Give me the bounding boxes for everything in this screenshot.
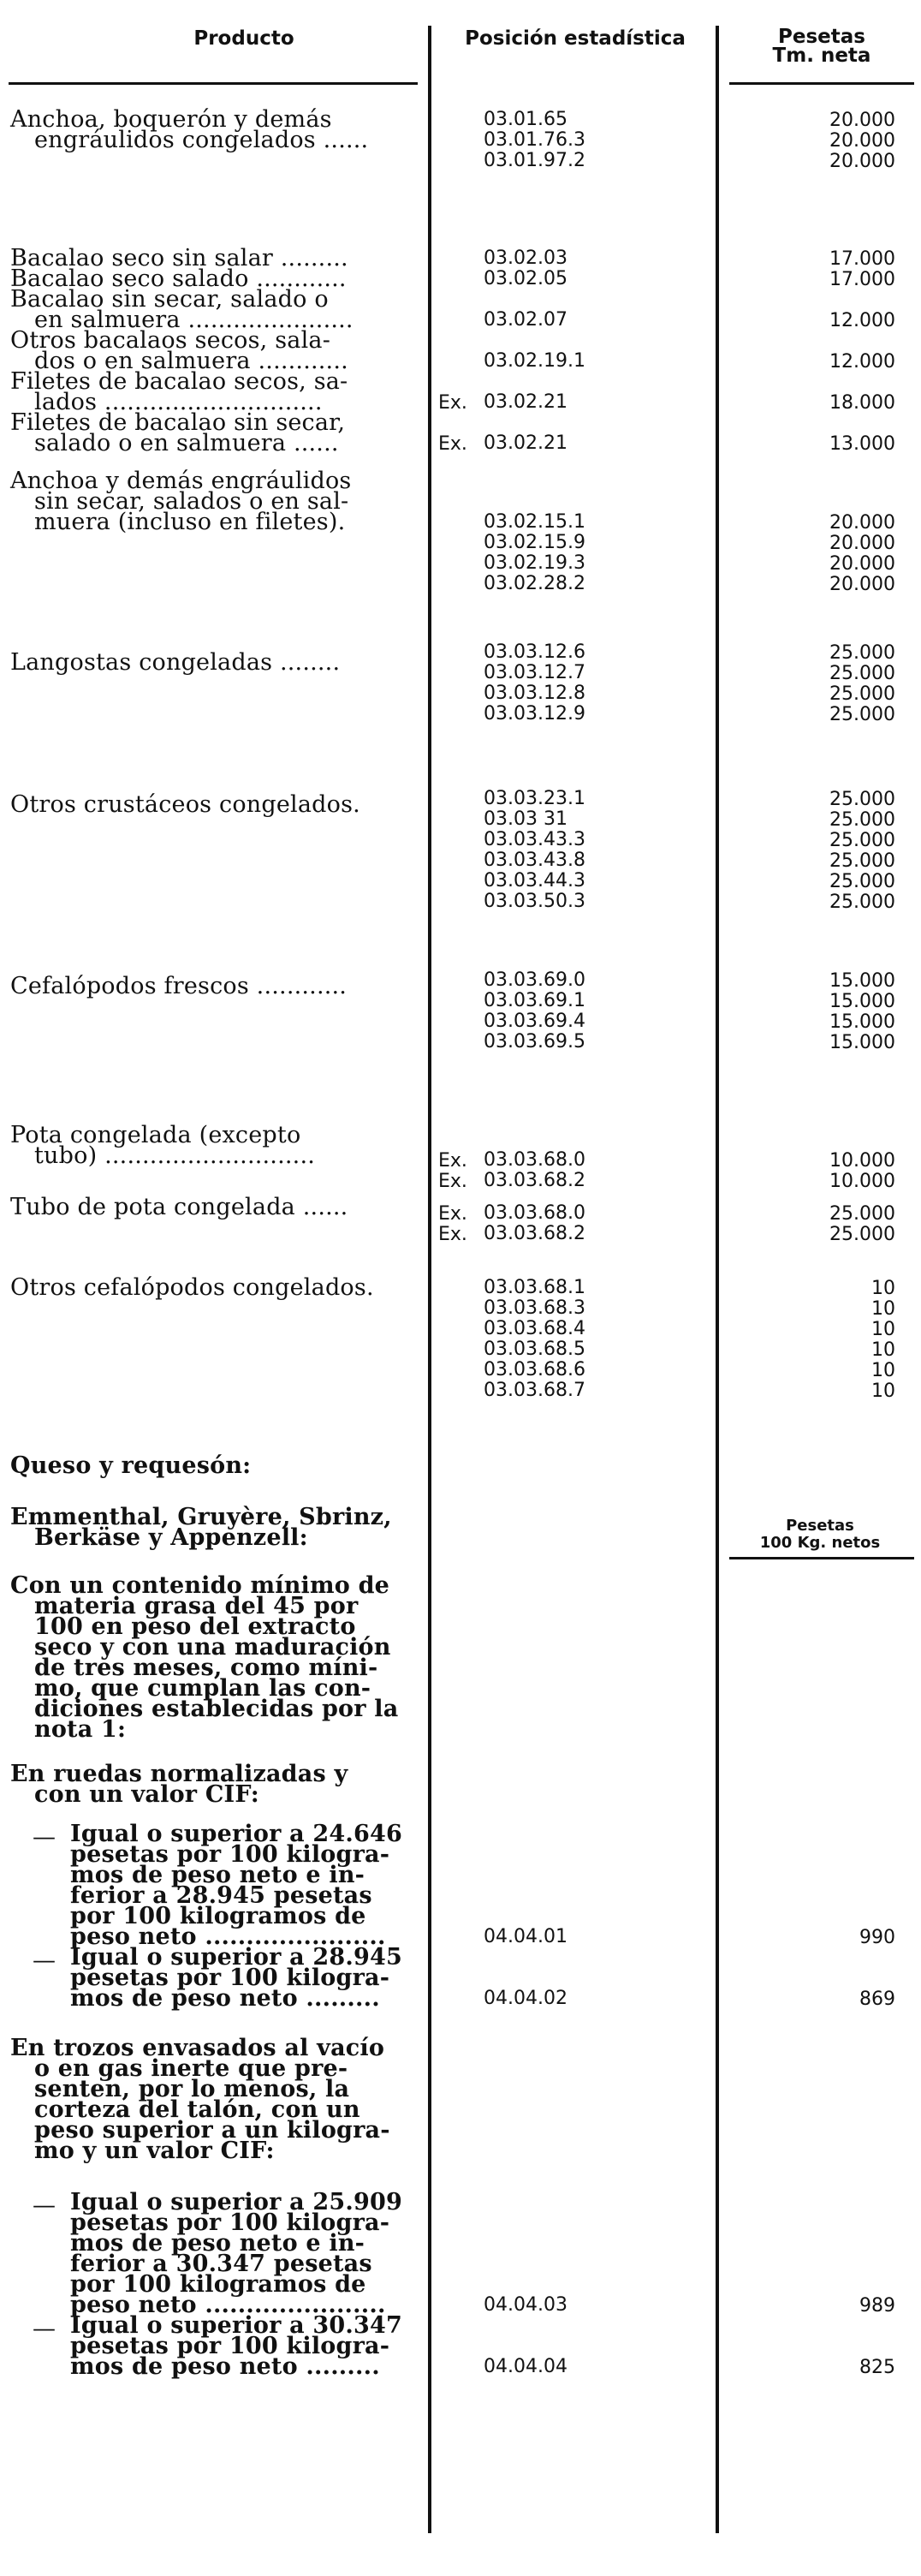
statistical-position: 04.04.01 xyxy=(484,1926,567,1947)
product-description-line: Otros bacalaos secos, sala- xyxy=(10,327,331,354)
ex-prefix: Ex. xyxy=(438,1224,467,1246)
product-description-line: Langostas congeladas ........ xyxy=(10,649,341,676)
statistical-position: 03.03.69.4 xyxy=(484,1010,585,1032)
product-description-line: Otros crustáceos congelados. xyxy=(10,791,360,818)
subheader-line2: 100 Kg. netos xyxy=(759,1534,881,1552)
product-description-line: engráulidos congelados ...... xyxy=(34,127,369,153)
statistical-position: 03.02.21 xyxy=(484,432,567,454)
product-description-line: pesetas por 100 kilogra- xyxy=(70,1965,390,1991)
header-rule-pesetas xyxy=(729,82,914,85)
product-description-line: Anchoa, boquerón y demás xyxy=(10,106,332,133)
header-posicion: Posición estadística xyxy=(465,27,686,50)
price-value: 25.000 xyxy=(829,1203,895,1225)
product-description-line: Igual o superior a 30.347 xyxy=(70,2312,402,2339)
statistical-position: 03.02.05 xyxy=(484,268,567,289)
product-description-line: tubo) ............................ xyxy=(34,1142,316,1169)
statistical-position: 03.03.12.9 xyxy=(484,703,585,724)
statistical-position: 03.02.19.3 xyxy=(484,552,585,574)
product-description-line: Anchoa y demás engráulidos xyxy=(10,468,352,494)
statistical-position: 03.03.68.0 xyxy=(484,1202,585,1225)
statistical-position: 03.01.76.3 xyxy=(484,129,585,151)
product-description-line: Tubo de pota congelada ...... xyxy=(10,1194,348,1220)
statistical-position: 03.03.69.5 xyxy=(484,1030,585,1052)
price-value: 17.000 xyxy=(829,248,895,270)
price-value: 989 xyxy=(859,2295,895,2317)
product-description-line: peso superior a un kilogra- xyxy=(34,2117,390,2144)
product-description-line: Con un contenido mínimo de xyxy=(10,1572,390,1599)
statistical-position: 03.03.43.8 xyxy=(484,849,585,871)
product-description-line: pesetas por 100 kilogra- xyxy=(70,1841,390,1868)
product-description-line: Bacalao sin secar, salado o xyxy=(10,286,329,313)
price-value: 20.000 xyxy=(829,151,895,172)
header-pesetas-line2: Tm. neta xyxy=(772,45,871,67)
statistical-position: 03.03.68.4 xyxy=(484,1318,585,1339)
price-value: 10 xyxy=(871,1278,895,1299)
statistical-position: 03.03.68.6 xyxy=(484,1359,585,1380)
ex-prefix: Ex. xyxy=(438,1149,467,1172)
product-description-line: por 100 kilogramos de xyxy=(70,1903,366,1929)
statistical-position: 03.03.12.7 xyxy=(484,662,585,683)
dash-bullet: — xyxy=(33,1947,56,1974)
price-value: 10.000 xyxy=(829,1149,895,1172)
subheader-line1: Pesetas xyxy=(786,1517,854,1535)
product-description-line: mo, que cumplan las con- xyxy=(34,1675,371,1702)
statistical-position: 03.03.69.1 xyxy=(484,989,585,1011)
price-value: 20.000 xyxy=(829,130,895,152)
header-producto: Producto xyxy=(193,27,294,50)
price-value: 20.000 xyxy=(829,553,895,575)
product-description-line: de tres meses, como míni- xyxy=(34,1655,378,1681)
price-value: 25.000 xyxy=(829,788,895,810)
price-value: 25.000 xyxy=(829,642,895,664)
product-description-line: en salmuera ...................... xyxy=(34,307,354,333)
price-value: 20.000 xyxy=(829,110,895,131)
statistical-position: 03.03.68.7 xyxy=(484,1380,585,1401)
statistical-position: 03.03.68.5 xyxy=(484,1339,585,1360)
statistical-position: 03.02.07 xyxy=(484,309,567,331)
product-description-line: pesetas por 100 kilogra- xyxy=(70,2333,390,2359)
subheader-pesetas-100kg xyxy=(726,1518,914,1552)
product-description-line: mos de peso neto ......... xyxy=(70,1985,380,2012)
product-description-line: Filetes de bacalao sin secar, xyxy=(10,409,346,436)
ex-prefix: Ex. xyxy=(438,1170,467,1192)
ex-prefix: Ex. xyxy=(438,392,467,414)
statistical-position: 04.04.04 xyxy=(484,2356,567,2377)
statistical-position: 03.03.68.3 xyxy=(484,1297,585,1319)
statistical-position: 03.03.44.3 xyxy=(484,869,585,891)
price-value: 25.000 xyxy=(829,1224,895,1246)
statistical-position: 03.02.21 xyxy=(484,391,567,413)
header-rule-producto xyxy=(9,82,418,85)
product-description-line: ferior a 30.347 pesetas xyxy=(70,2251,372,2277)
statistical-position: 03.03.68.2 xyxy=(484,1169,585,1191)
product-description-line: Queso y requesón: xyxy=(10,1452,252,1479)
ex-prefix: Ex. xyxy=(438,1203,467,1225)
price-value: 10 xyxy=(871,1360,895,1381)
product-description-line: dos o en salmuera ............ xyxy=(34,348,348,374)
dash-bullet: — xyxy=(33,1824,56,1851)
statistical-position: 03.02.03 xyxy=(484,247,567,269)
product-description-line: corteza del talón, con un xyxy=(34,2096,360,2123)
price-value: 25.000 xyxy=(829,850,895,872)
price-value: 15.000 xyxy=(829,1031,895,1053)
product-description-line: por 100 kilogramos de xyxy=(70,2271,366,2298)
product-description-line: muera (incluso en filetes). xyxy=(34,509,346,535)
dash-bullet: — xyxy=(33,2316,56,2342)
price-value: 25.000 xyxy=(829,829,895,851)
statistical-position: 03.03.12.8 xyxy=(484,683,585,704)
product-description-line: mos de peso neto e in- xyxy=(70,1862,365,1888)
price-value: 10.000 xyxy=(829,1170,895,1192)
product-description-line: peso neto ...................... xyxy=(70,1923,386,1950)
statistical-position: 04.04.03 xyxy=(484,2294,567,2316)
statistical-position: 03.02.15.9 xyxy=(484,532,585,553)
product-description-line: pesetas por 100 kilogra- xyxy=(70,2209,390,2236)
statistical-position: 03.03.43.3 xyxy=(484,828,585,850)
product-description-line: Otros cefalópodos congelados. xyxy=(10,1274,374,1301)
product-description-line: Bacalao seco salado ............ xyxy=(10,265,347,292)
product-description-line: Bacalao seco sin salar ......... xyxy=(10,245,348,271)
price-value: 869 xyxy=(859,1989,895,2010)
price-value: 17.000 xyxy=(829,269,895,290)
statistical-position: 03.01.97.2 xyxy=(484,150,585,171)
price-value: 10 xyxy=(871,1298,895,1320)
product-description-line: Berkäse y Appenzell: xyxy=(34,1524,308,1551)
price-value: 18.000 xyxy=(829,392,895,414)
price-value: 825 xyxy=(859,2357,895,2378)
header-pesetas-line1: Pesetas xyxy=(778,26,865,48)
price-value: 20.000 xyxy=(829,533,895,554)
product-description-line: materia grasa del 45 por xyxy=(34,1593,359,1619)
price-value: 10 xyxy=(871,1319,895,1340)
subheader-rule xyxy=(729,1557,914,1559)
product-description-line: Igual o superior a 28.945 xyxy=(70,1944,402,1971)
product-description-line: 100 en peso del extracto xyxy=(34,1613,356,1640)
price-value: 15.000 xyxy=(829,990,895,1012)
product-description-line: Emmenthal, Gruyère, Sbrinz, xyxy=(10,1504,392,1530)
price-value: 10 xyxy=(871,1380,895,1402)
product-description-line: Filetes de bacalao secos, sa- xyxy=(10,368,348,395)
price-value: 15.000 xyxy=(829,969,895,992)
product-description-line: mos de peso neto e in- xyxy=(70,2230,365,2257)
statistical-position: 03.03.12.6 xyxy=(484,641,585,663)
price-value: 25.000 xyxy=(829,870,895,892)
price-value: 25.000 xyxy=(829,891,895,913)
price-value: 25.000 xyxy=(829,808,895,831)
statistical-position: 03.03.50.3 xyxy=(484,890,585,912)
product-description-line: En ruedas normalizadas y xyxy=(10,1761,348,1787)
dash-bullet: — xyxy=(33,2192,56,2219)
product-description-line: Igual o superior a 25.909 xyxy=(70,2189,402,2215)
statistical-position: 03.03.68.0 xyxy=(484,1148,585,1171)
product-description-line: senten, por lo menos, la xyxy=(34,2076,350,2102)
statistical-position: 04.04.02 xyxy=(484,1988,567,2009)
product-description-line: nota 1: xyxy=(34,1716,127,1743)
statistical-position: 03.02.15.1 xyxy=(484,511,585,533)
product-description-line: sin secar, salados o en sal- xyxy=(34,488,349,515)
column-divider-2 xyxy=(716,26,719,2533)
statistical-position: 03.03 31 xyxy=(484,808,567,830)
statistical-position: 03.02.28.2 xyxy=(484,573,585,594)
price-value: 25.000 xyxy=(829,683,895,705)
product-description-line: Igual o superior a 24.646 xyxy=(70,1821,402,1847)
price-value: 10 xyxy=(871,1339,895,1361)
price-value: 12.000 xyxy=(829,351,895,373)
product-description-line: diciones establecidas por la xyxy=(34,1696,399,1722)
product-description-line: o en gas inerte que pre- xyxy=(34,2055,348,2082)
product-description-line: mos de peso neto ......... xyxy=(70,2353,380,2380)
price-value: 12.000 xyxy=(829,310,895,331)
product-description-line: lados ............................. xyxy=(34,389,323,415)
price-value: 25.000 xyxy=(829,663,895,684)
product-description-line: con un valor CIF: xyxy=(34,1781,259,1808)
price-value: 990 xyxy=(859,1927,895,1948)
product-description-line: En trozos envasados al vacío xyxy=(10,2035,385,2061)
price-value: 25.000 xyxy=(829,704,895,725)
price-value: 20.000 xyxy=(829,574,895,595)
header-pesetas xyxy=(728,27,916,65)
product-description-line: Cefalópodos frescos ............ xyxy=(10,973,348,999)
statistical-position: 03.03.68.1 xyxy=(484,1277,585,1298)
product-description-line: mo y un valor CIF: xyxy=(34,2138,275,2164)
statistical-position: 03.01.65 xyxy=(484,109,567,130)
statistical-position: 03.03.69.0 xyxy=(484,969,585,991)
price-value: 15.000 xyxy=(829,1011,895,1033)
price-value: 13.000 xyxy=(829,433,895,455)
product-description-line: salado o en salmuera ...... xyxy=(34,430,339,456)
statistical-position: 03.03.68.2 xyxy=(484,1223,585,1245)
statistical-position: 03.02.19.1 xyxy=(484,350,585,372)
product-description-line: ferior a 28.945 pesetas xyxy=(70,1882,372,1909)
price-value: 20.000 xyxy=(829,512,895,534)
ex-prefix: Ex. xyxy=(438,433,467,455)
product-description-line: seco y con una maduración xyxy=(34,1634,391,1661)
product-description-line: peso neto ...................... xyxy=(70,2292,386,2318)
statistical-position: 03.03.23.1 xyxy=(484,787,585,809)
product-description-line: Pota congelada (excepto xyxy=(10,1122,301,1148)
